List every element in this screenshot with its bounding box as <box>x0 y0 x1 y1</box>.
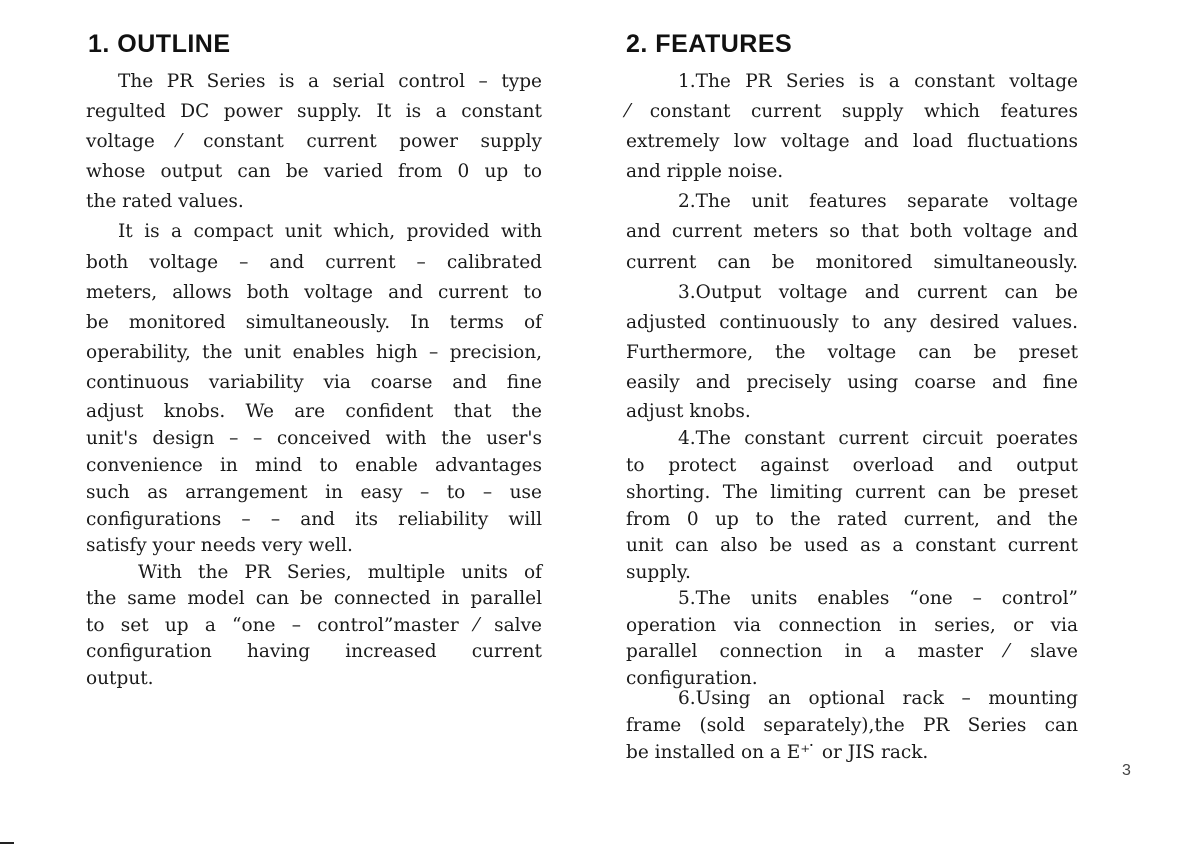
outline-line: adjust knobs. We are confident that the <box>86 401 542 422</box>
features-line: configuration. <box>626 668 758 689</box>
features-line: and current meters so that both voltage and <box>626 221 1078 242</box>
outline-line: The PR Series is a serial control – type <box>118 71 542 92</box>
outline-line: operability, the unit enables high – precision, <box>86 342 542 363</box>
outline-line: both voltage – and current – calibrated <box>86 252 542 273</box>
outline-line: convenience in mind to enable advantages <box>86 455 542 476</box>
features-line: extremely low voltage and load fluctuations <box>626 131 1078 152</box>
outline-line: be monitored simultaneously. In terms of <box>86 312 542 333</box>
features-line: from 0 up to the rated current, and the <box>626 509 1078 530</box>
features-line: 4.The constant current circuit poerates <box>678 428 1078 449</box>
outline-heading: 1. OUTLINE <box>88 30 231 58</box>
outline-line: such as arrangement in easy – to – use <box>86 482 542 503</box>
features-line: current can be monitored simultaneously. <box>626 252 1078 273</box>
outline-line: regulted DC power supply. It is a constant <box>86 101 542 122</box>
outline-line: voltage ⁄ constant current power supply <box>86 131 542 152</box>
features-line: adjust knobs. <box>626 401 751 422</box>
outline-line: meters, allows both voltage and current to <box>86 282 542 303</box>
features-line: ⁄ constant current supply which features <box>626 101 1078 122</box>
features-line: 5.The units enables “one – control” <box>678 588 1078 609</box>
outline-line: configurations – – and its reliability will <box>86 509 542 530</box>
outline-line: With the PR Series, multiple units of <box>138 562 542 583</box>
features-line: adjusted continuously to any desired values. <box>626 312 1078 333</box>
outline-line: to set up a “one – control”master ⁄ salve <box>86 615 542 636</box>
features-line: Furthermore, the voltage can be preset <box>626 342 1078 363</box>
outline-line: continuous variability via coarse and fine <box>86 372 542 393</box>
features-line: frame (sold separately),the PR Series can <box>626 715 1078 736</box>
outline-line: whose output can be varied from 0 up to <box>86 161 542 182</box>
features-line: be installed on a E⁺ ̇ or JIS rack. <box>626 742 929 763</box>
outline-line: satisfy your needs very well. <box>86 535 353 556</box>
outline-line: unit's design – – conceived with the user's <box>86 428 542 449</box>
page-number: 3 <box>1122 762 1131 779</box>
outline-line: output. <box>86 668 154 689</box>
outline-line: configuration having increased current <box>86 641 542 662</box>
outline-line: It is a compact unit which, provided with <box>118 221 542 242</box>
features-line: 2.The unit features separate voltage <box>678 191 1078 212</box>
features-line: unit can also be used as a constant current <box>626 535 1078 556</box>
features-line: 1.The PR Series is a constant voltage <box>678 71 1078 92</box>
corner-mark <box>0 842 14 844</box>
features-line: parallel connection in a master ⁄ slave <box>626 641 1078 662</box>
features-line: easily and precisely using coarse and fine <box>626 372 1078 393</box>
features-heading: 2. FEATURES <box>626 30 793 58</box>
features-line: to protect against overload and output <box>626 455 1078 476</box>
features-line: operation via connection in series, or via <box>626 615 1078 636</box>
features-line: supply. <box>626 562 691 583</box>
outline-line: the rated values. <box>86 191 244 212</box>
outline-line: the same model can be connected in parallel <box>86 588 542 609</box>
features-line: 6.Using an optional rack – mounting <box>678 688 1078 709</box>
features-line: shorting. The limiting current can be preset <box>626 482 1078 503</box>
features-line: and ripple noise. <box>626 161 784 182</box>
features-line: 3.Output voltage and current can be <box>678 282 1078 303</box>
